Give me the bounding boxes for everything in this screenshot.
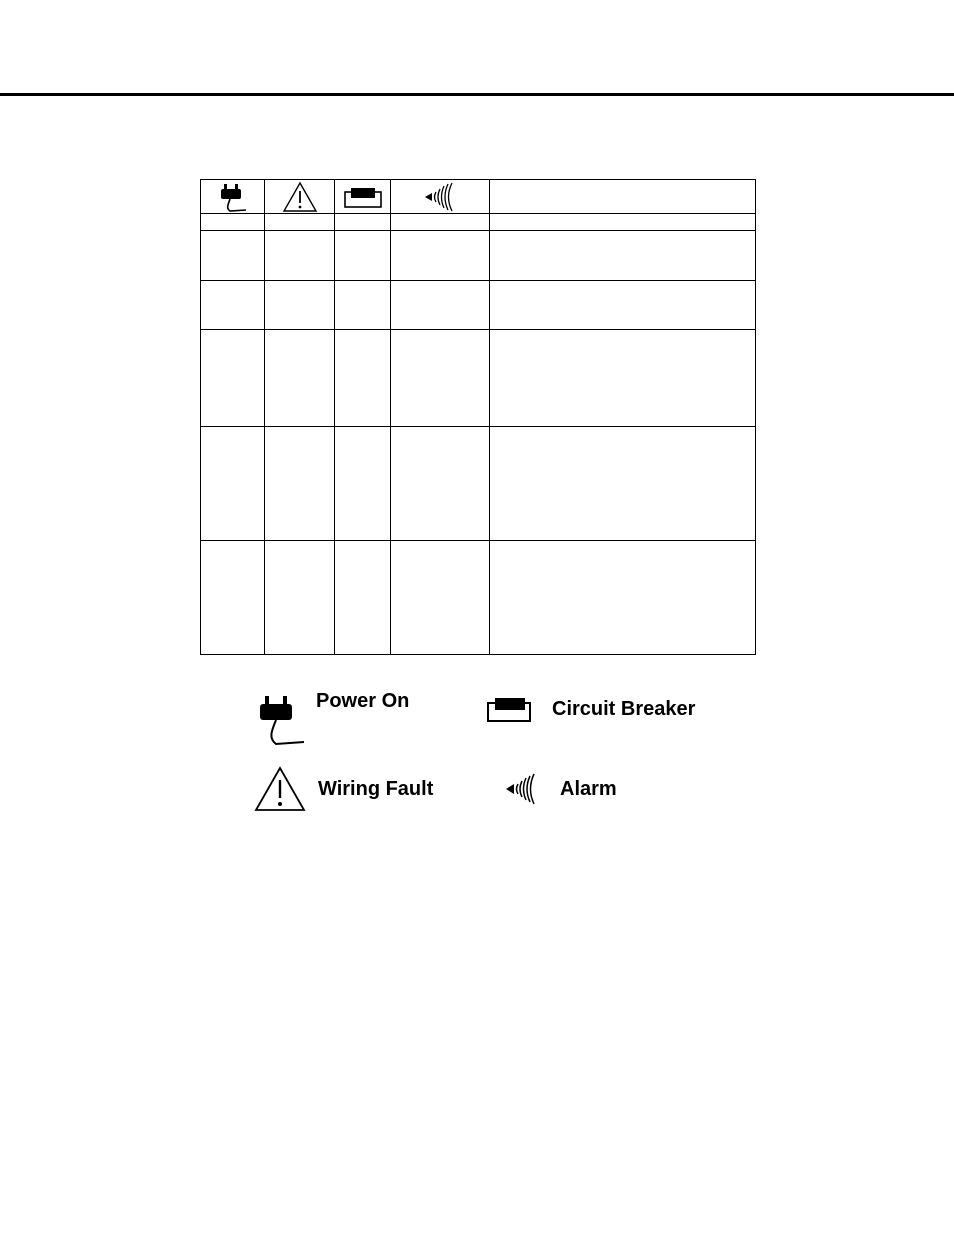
table-cell xyxy=(391,541,490,655)
header-circuit-breaker-cell xyxy=(335,180,391,214)
legend-item-alarm xyxy=(504,772,617,806)
table-cell xyxy=(335,541,391,655)
warning-triangle-icon xyxy=(254,766,306,812)
table-cell xyxy=(265,330,335,427)
header-power-cell xyxy=(201,180,265,214)
table-cell xyxy=(391,214,490,231)
table-row xyxy=(201,541,756,655)
alarm-icon xyxy=(504,772,542,806)
table-cell xyxy=(201,214,265,231)
table-header-row xyxy=(201,180,756,214)
table-row xyxy=(201,231,756,281)
table-cell xyxy=(265,427,335,541)
table-cell xyxy=(335,427,391,541)
table-row xyxy=(201,214,756,231)
legend-label-power-on: Power On xyxy=(316,689,410,712)
table-cell xyxy=(335,214,391,231)
table-cell xyxy=(490,281,756,330)
table-cell xyxy=(265,231,335,281)
table-cell xyxy=(490,330,756,427)
table-cell xyxy=(265,541,335,655)
legend-label-circuit-breaker: Circuit Breaker xyxy=(552,697,696,720)
table-row xyxy=(201,330,756,427)
table-cell xyxy=(490,214,756,231)
table-cell xyxy=(201,427,265,541)
table-cell xyxy=(391,427,490,541)
header-wiring-fault-cell xyxy=(265,180,335,214)
table-cell xyxy=(265,281,335,330)
top-rule xyxy=(0,93,954,96)
table-row xyxy=(201,281,756,330)
status-indicator-table xyxy=(200,179,756,655)
power-plug-icon xyxy=(216,181,250,213)
table-cell xyxy=(391,281,490,330)
legend-item-power-on xyxy=(254,690,409,748)
table-cell xyxy=(490,427,756,541)
warning-triangle-icon xyxy=(282,181,318,213)
table-cell xyxy=(201,231,265,281)
table-cell xyxy=(335,281,391,330)
circuit-breaker-icon xyxy=(486,694,534,724)
icon-legend xyxy=(250,690,720,820)
table-cell xyxy=(265,214,335,231)
table-cell xyxy=(391,231,490,281)
header-description-cell xyxy=(490,180,756,214)
alarm-icon xyxy=(422,181,458,213)
table-cell xyxy=(201,330,265,427)
legend-label-alarm: Alarm xyxy=(560,777,617,800)
power-plug-icon xyxy=(254,690,310,748)
legend-item-circuit-breaker xyxy=(486,694,695,724)
header-alarm-cell xyxy=(391,180,490,214)
table-cell xyxy=(201,281,265,330)
table-cell xyxy=(490,231,756,281)
table-cell xyxy=(335,330,391,427)
table-row xyxy=(201,427,756,541)
legend-label-wiring-fault: Wiring Fault xyxy=(318,777,434,800)
table-cell xyxy=(490,541,756,655)
legend-item-wiring-fault xyxy=(254,766,433,812)
circuit-breaker-icon xyxy=(343,184,383,210)
table-cell xyxy=(201,541,265,655)
table-cell xyxy=(391,330,490,427)
table-cell xyxy=(335,231,391,281)
